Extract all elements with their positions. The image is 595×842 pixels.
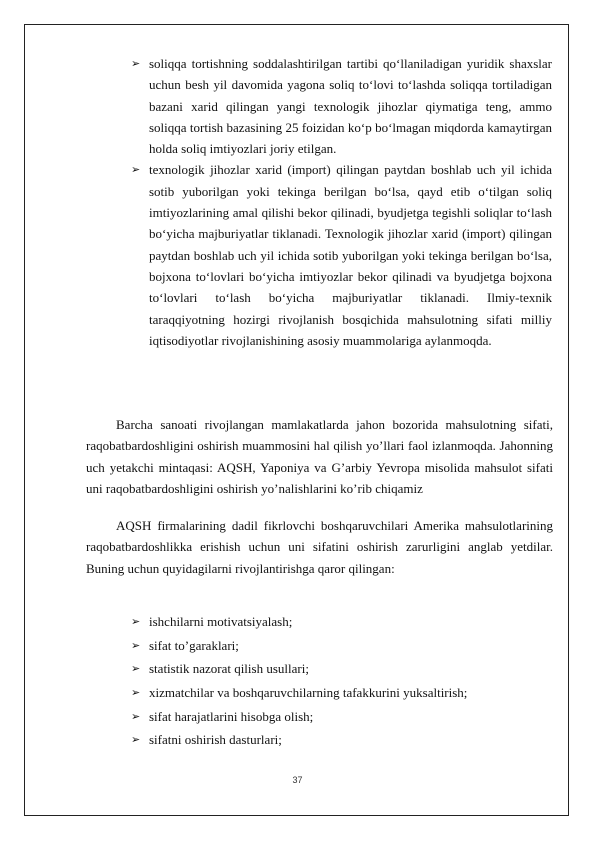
list-item — [131, 635, 552, 659]
list-item-text: statistik nazorat qilish usullari; — [149, 661, 309, 677]
arrow-bullet-icon: ➢ — [131, 638, 141, 652]
body-paragraph — [86, 414, 553, 499]
list-item — [131, 706, 552, 730]
paragraph-text: AQSH firmalarining dadil fikrlovchi boshqaruvchilari Amerika mahsulotlarining raqobatbardoshlikka erishish uchun uni sifatini oshirish zarurligini anglab yetdilar. Buning uchun quyidagilarni rivojlantirishga qaror qilingan: — [86, 518, 553, 576]
arrow-bullet-icon: ➢ — [131, 163, 141, 177]
arrow-bullet-icon: ➢ — [131, 709, 141, 723]
list-item — [131, 159, 552, 351]
arrow-bullet-icon: ➢ — [131, 57, 141, 70]
body-paragraph — [86, 515, 553, 579]
arrow-bullet-icon: ➢ — [131, 615, 141, 628]
top-bullet-list — [131, 53, 552, 351]
arrow-bullet-icon: ➢ — [131, 662, 141, 676]
list-item — [131, 682, 552, 706]
arrow-bullet-icon: ➢ — [131, 686, 141, 700]
list-item-text: xizmatchilar va boshqaruvchilarning tafakkurini yuksaltirish; — [149, 685, 468, 701]
bottom-bullet-list — [131, 611, 552, 753]
list-item-text: sifatni oshirish dasturlari; — [149, 732, 282, 748]
list-item — [131, 658, 552, 682]
list-item-text: sifat to’garaklari; — [149, 637, 239, 653]
paragraph-text: Barcha sanoati rivojlangan mamlakatlarda jahon bozorida mahsulotning sifati, raqobatbardoshligini oshirish muammosini hal qilish yo’llari faol izlanmoqda. Jahonning uch yetakchi mintaqasi: AQSH, Yaponiya va G’arbiy Yevropa misolida mahsulot sifati uni raqobatbardoshligini oshirish yo’nalishlarini ko’rib chiqamiz — [86, 417, 553, 496]
list-item-text: soliqqa tortishning soddalashtirilgan tartibi qo‘llaniladigan yuridik shaxslar uchun besh yil davomida yagona soliq to‘lovi to‘lashda soliqqa tortiladigan bazani xarid qilingan yangi texnologik jihozlar qiymatiga teng, ammo soliqqa tortish bazasining 25 foizidan ko‘p bo‘lmagan miqdorda kamaytirgan holda soliq imtiyozlari joriy etilgan. — [149, 56, 552, 157]
list-item — [131, 53, 552, 159]
page-number: 37 — [292, 775, 303, 785]
list-item-text: ishchilarni motivatsiyalash; — [149, 614, 293, 629]
list-item-text: texnologik jihozlar xarid (import) qilingan paytdan boshlab uch yil ichida sotib yuborilgan yoki tekinga berilgan bo‘lsa, qayd etib o‘tilgan soliq imtiyozlarining amal qilishi bekor qilinadi, byudjetga tegishli soliqlar to‘lash bo‘yicha majburiyatlar tiklanadi. Texnologik jihozlar xarid (import) qilingan paytdan boshlab uch yil ichida sotib yuborilgan yoki tekinga berilgan bo‘lsa, bojxona to‘lovlari bo‘yicha imtiyozlar bekor qilinadi va byudjetga bojxona to‘lovlari to‘lash bo‘yicha majburiyatlar tiklanadi. Ilmiy-texnik taraqqiyotning hozirgi rivojlanish bosqichida mahsulotning sifati milliy iqtisodiyotlar rivojlanishining asosiy muammolariga aylanmoqda. — [149, 162, 552, 348]
list-item — [131, 611, 552, 635]
arrow-bullet-icon: ➢ — [131, 733, 141, 747]
list-item — [131, 729, 552, 753]
list-item-text: sifat harajatlarini hisobga olish; — [149, 708, 314, 724]
